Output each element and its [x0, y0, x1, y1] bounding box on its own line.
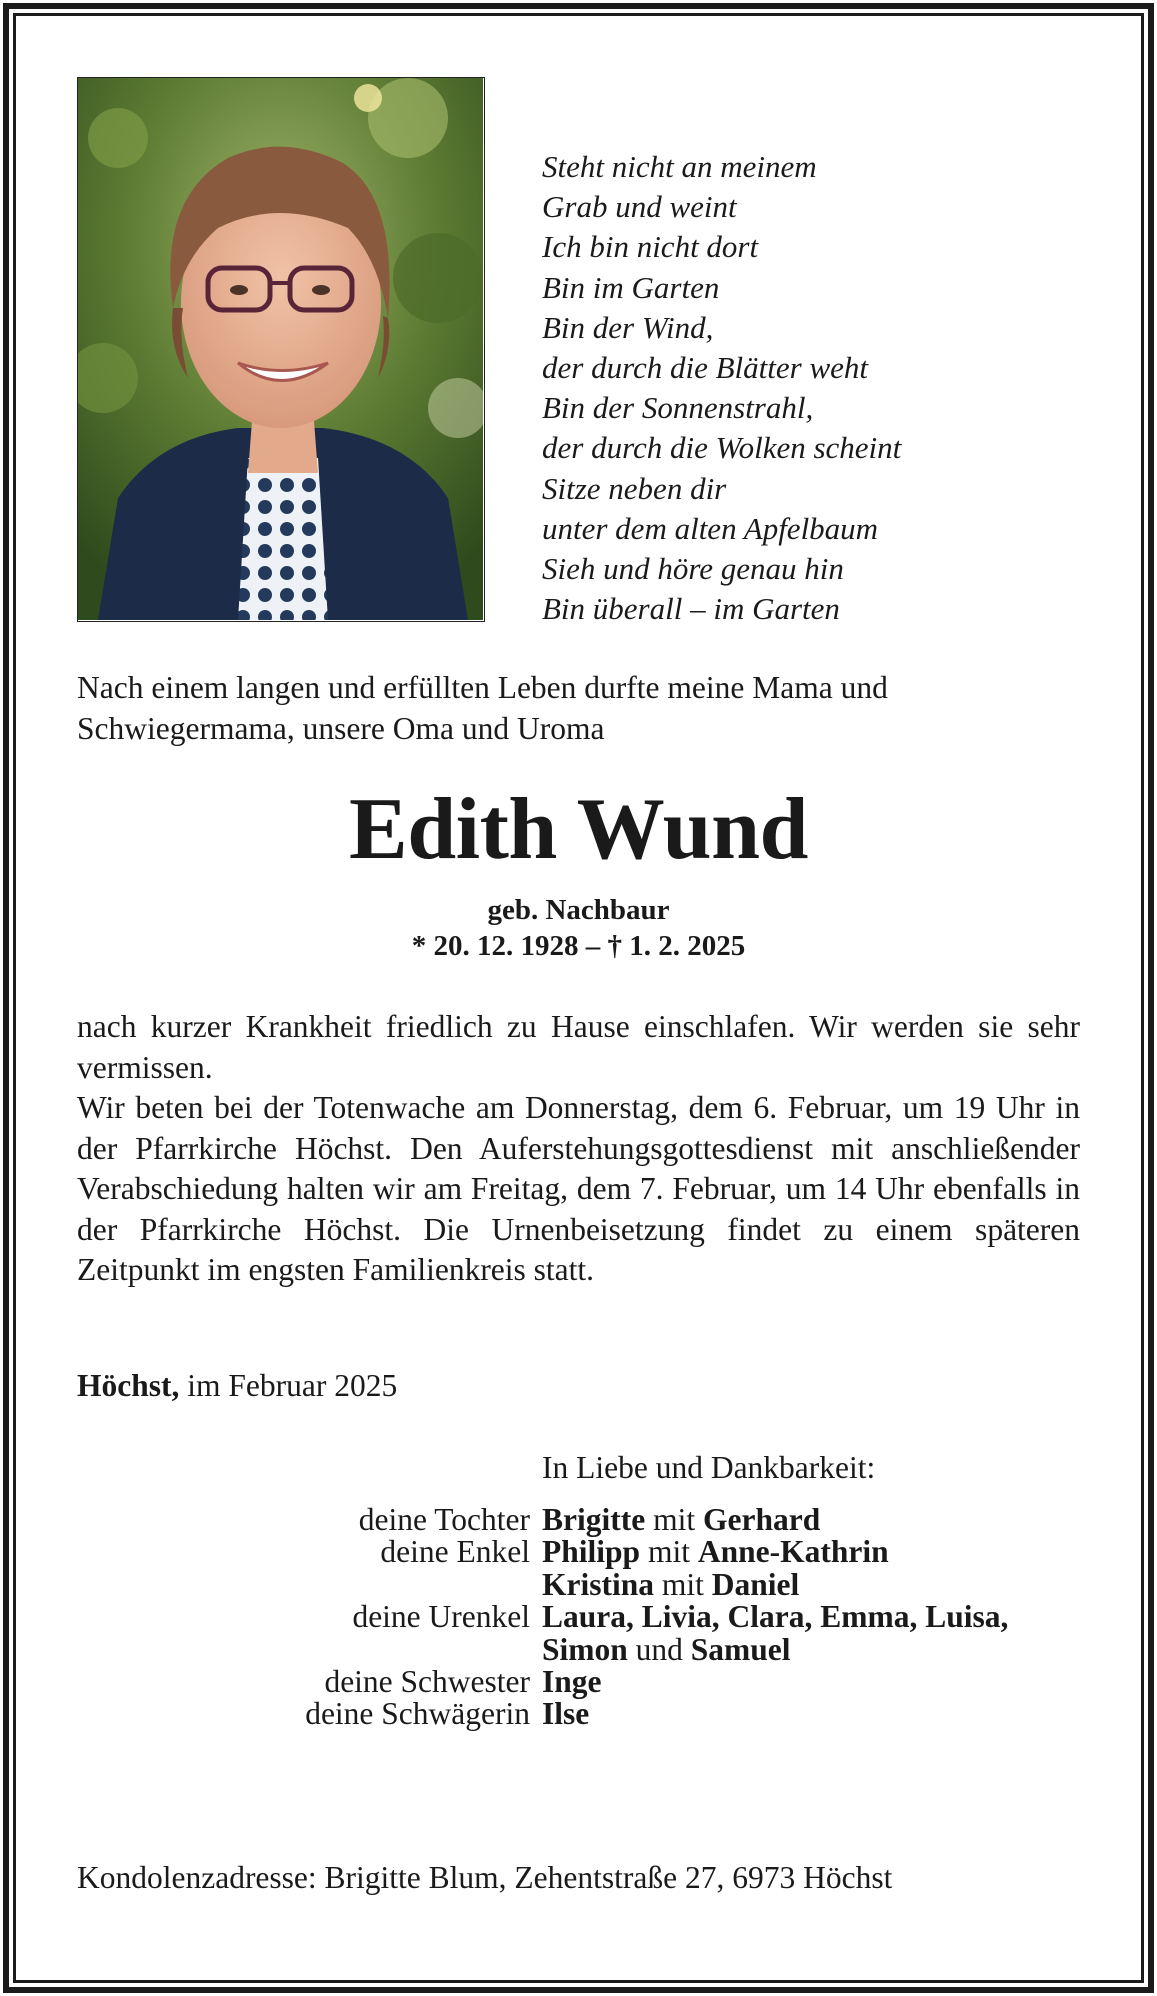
family-member-name: Brigitte: [542, 1502, 646, 1537]
family-connector: und: [627, 1631, 691, 1667]
family-relation: deine Tochter: [358, 1502, 530, 1537]
poem-line: Grab und weint: [542, 189, 737, 225]
family-connector: mit: [654, 1566, 712, 1602]
thanks-line: In Liebe und Dankbarkeit:: [542, 1450, 876, 1485]
family-relation: deine Enkel: [380, 1534, 530, 1570]
family-row: [0, 1694, 1157, 1734]
announcement-paragraph: Wir beten bei der Totenwache am Donnerstag, dem 6. Februar, um 19 Uhr in der Pfarrkirche Höchst. Den Auferstehungsgottesdienst mit anschließender Verabschiedung halten wir am Freitag, dem 7. Februar, um 14 Uhr ebenfalls in der Pfarrkirche Höchst. Die Urnenbeisetzung findet zu einem späteren Zeitpunkt im engsten Familienkreis statt.: [77, 1090, 1080, 1287]
family-member-name: Simon: [542, 1631, 628, 1667]
family-relation: deine Schwester: [324, 1664, 530, 1699]
poem: [542, 147, 1102, 629]
poem-line: Ich bin nicht dort: [542, 229, 759, 265]
family-member-name: Gerhard: [702, 1502, 821, 1537]
family-member-name: Ilse: [542, 1696, 590, 1732]
family-connector: mit: [645, 1502, 703, 1537]
family-names: [542, 1694, 589, 1734]
poem-line: Bin überall – im Garten: [542, 591, 840, 627]
family-member-name: Daniel: [711, 1566, 800, 1602]
family-member-name: Inge: [542, 1664, 602, 1699]
place-name: Höchst,: [77, 1368, 180, 1403]
poem-line: der durch die Blätter weht: [542, 350, 869, 386]
deceased-name: Edith Wund: [349, 781, 808, 878]
family-member-name: Philipp: [542, 1534, 641, 1570]
poem-line: Bin der Wind,: [542, 309, 714, 345]
place-date-text: im Februar 2025: [179, 1368, 398, 1403]
family-connector: mit: [640, 1534, 698, 1570]
family-relation: deine Urenkel: [352, 1599, 530, 1635]
announcement-text: [77, 1007, 1080, 1291]
family-relation: deine Schwägerin: [305, 1696, 530, 1732]
poem-line: unter dem alten Apfelbaum: [542, 510, 879, 546]
intro-text: Nach einem langen und erfüllten Leben durfte meine Mama und Schwiegermama, unsere Oma und Uroma: [77, 670, 888, 746]
poem-line: Sieh und höre genau hin: [542, 551, 844, 587]
family-member-name: Samuel: [690, 1631, 791, 1667]
family-member-name: Kristina: [542, 1566, 655, 1602]
poem-line: Sitze neben dir: [542, 470, 727, 506]
family-member-name: Anne-Kathrin: [697, 1534, 889, 1570]
family-member-name: Laura, Livia, Clara, Emma, Luisa,: [542, 1599, 1009, 1635]
life-dates: * 20. 12. 1928 – † 1. 2. 2025: [411, 930, 746, 962]
poem-line: der durch die Wolken scheint: [542, 430, 902, 466]
poem-line: Bin im Garten: [542, 269, 720, 305]
condolence-address: Kondolenzadresse: Brigitte Blum, Zehentstraße 27, 6973 Höchst: [77, 1860, 893, 1895]
place-date: [77, 1366, 397, 1406]
poem-line: Steht nicht an meinem: [542, 149, 817, 184]
announcement-paragraph: nach kurzer Krankheit friedlich zu Hause einschlafen. Wir werden sie sehr vermissen.: [77, 1009, 1080, 1085]
maiden-name: geb. Nachbaur: [487, 894, 670, 926]
portrait-photo: [77, 77, 485, 622]
poem-line: Bin der Sonnenstrahl,: [542, 390, 814, 426]
